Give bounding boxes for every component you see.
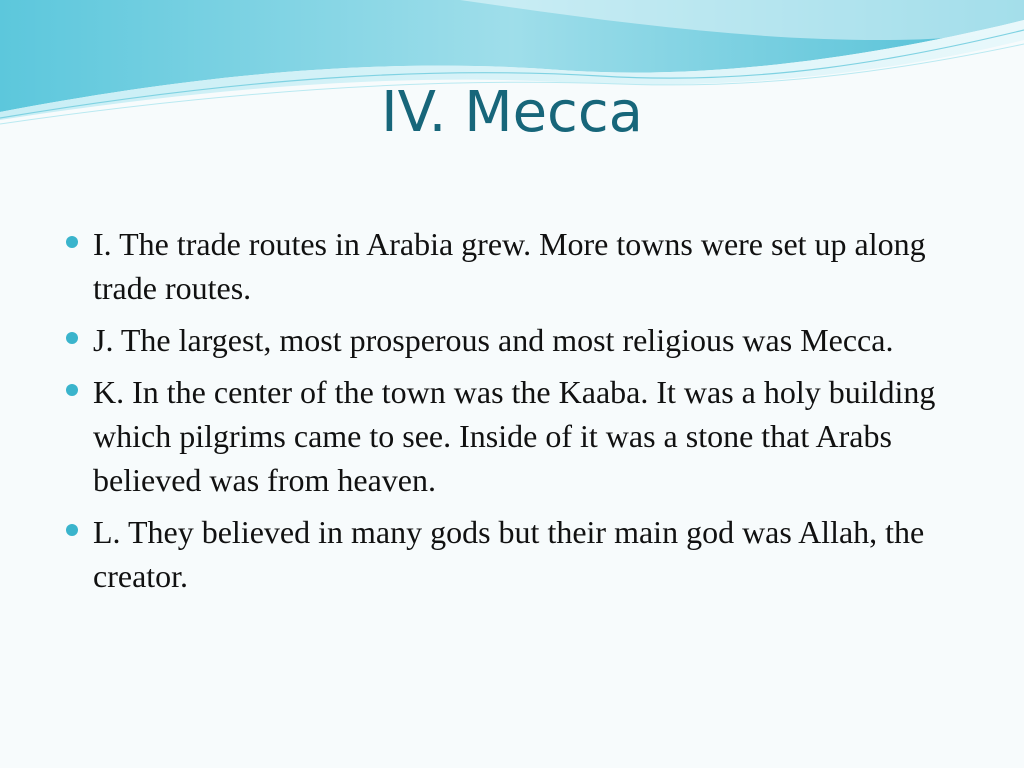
bullet-item-k	[64, 370, 969, 502]
bullet-text: K. In the center of the town was the Kaaba. It was a holy building which pilgrims came to see. Inside of it was a stone that Arabs believed was from heaven.	[93, 374, 936, 498]
slide-title: IV. Mecca	[381, 80, 643, 145]
bullet-dot-icon	[66, 384, 78, 396]
bullet-text: I. The trade routes in Arabia grew. More towns were set up along trade routes.	[93, 226, 926, 306]
bullet-item-l	[64, 510, 969, 598]
bullet-dot-icon	[66, 524, 78, 536]
bullet-text: L. They believed in many gods but their main god was Allah, the creator.	[93, 514, 925, 594]
bullet-dot-icon	[66, 236, 78, 248]
bullet-list	[64, 222, 969, 606]
bullet-item-j	[64, 318, 969, 362]
bullet-dot-icon	[66, 332, 78, 344]
bullet-item-i	[64, 222, 969, 310]
bullet-text: J. The largest, most prosperous and most religious was Mecca.	[93, 322, 894, 358]
